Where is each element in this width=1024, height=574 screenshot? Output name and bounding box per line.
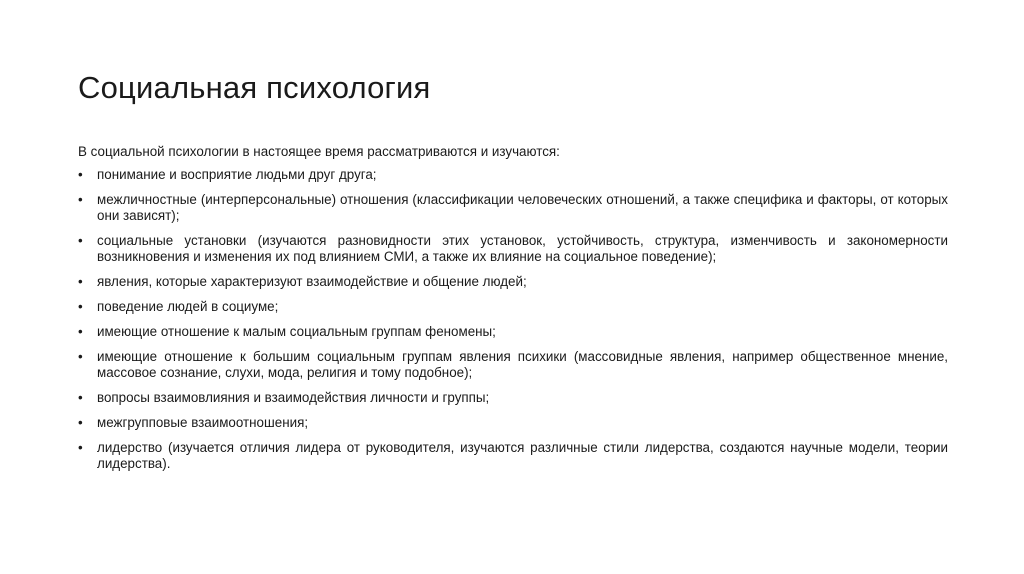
list-item [78,192,948,224]
bullet-icon: • [78,192,83,207]
list-item-text: межличностные (интерперсональные) отношения (классификации человеческих отношений, а также специфика и факторы, от которых они зависят); [97,192,948,223]
list-item [78,274,948,290]
list-item [78,324,948,340]
slide-content [78,144,948,481]
bullet-icon: • [78,324,83,339]
list-item-text: явления, которые характеризуют взаимодействие и общение людей; [97,274,527,289]
bullet-icon: • [78,390,83,405]
list-item-text: межгрупповые взаимоотношения; [97,415,309,430]
bullet-list [78,167,948,472]
list-item-text: имеющие отношение к малым социальным группам феномены; [97,324,496,339]
list-item-text: лидерство (изучается отличия лидера от руководителя, изучаются различные стили лидерства, создаются научные модели, теории лидерства). [97,440,948,471]
slide-title: Социальная психология [78,70,431,105]
list-item [78,299,948,315]
bullet-icon: • [78,440,83,455]
list-item [78,390,948,406]
list-item-text: поведение людей в социуме; [97,299,279,314]
bullet-icon: • [78,274,83,289]
list-item-text: имеющие отношение к большим социальным группам явления психики (массовидные явления, например общественное мнение, массовое сознание, слухи, мода, религия и тому подобное); [97,349,948,380]
bullet-icon: • [78,167,83,182]
bullet-icon: • [78,349,83,364]
list-item-text: вопросы взаимовлияния и взаимодействия личности и группы; [97,390,490,405]
bullet-icon: • [78,415,83,430]
list-item-text: социальные установки (изучаются разновидности этих установок, устойчивость, структура, изменчивость и закономерности возникновения и изменения их под влиянием СМИ, а также их влияние на социальное поведение); [97,233,948,264]
list-item [78,349,948,381]
bullet-icon: • [78,299,83,314]
intro-text: В социальной психологии в настоящее время рассматриваются и изучаются: [78,144,560,159]
list-item [78,415,948,431]
list-item-text: понимание и восприятие людьми друг друга; [97,167,377,182]
list-item [78,167,948,183]
list-item [78,440,948,472]
bullet-icon: • [78,233,83,248]
list-item [78,233,948,265]
